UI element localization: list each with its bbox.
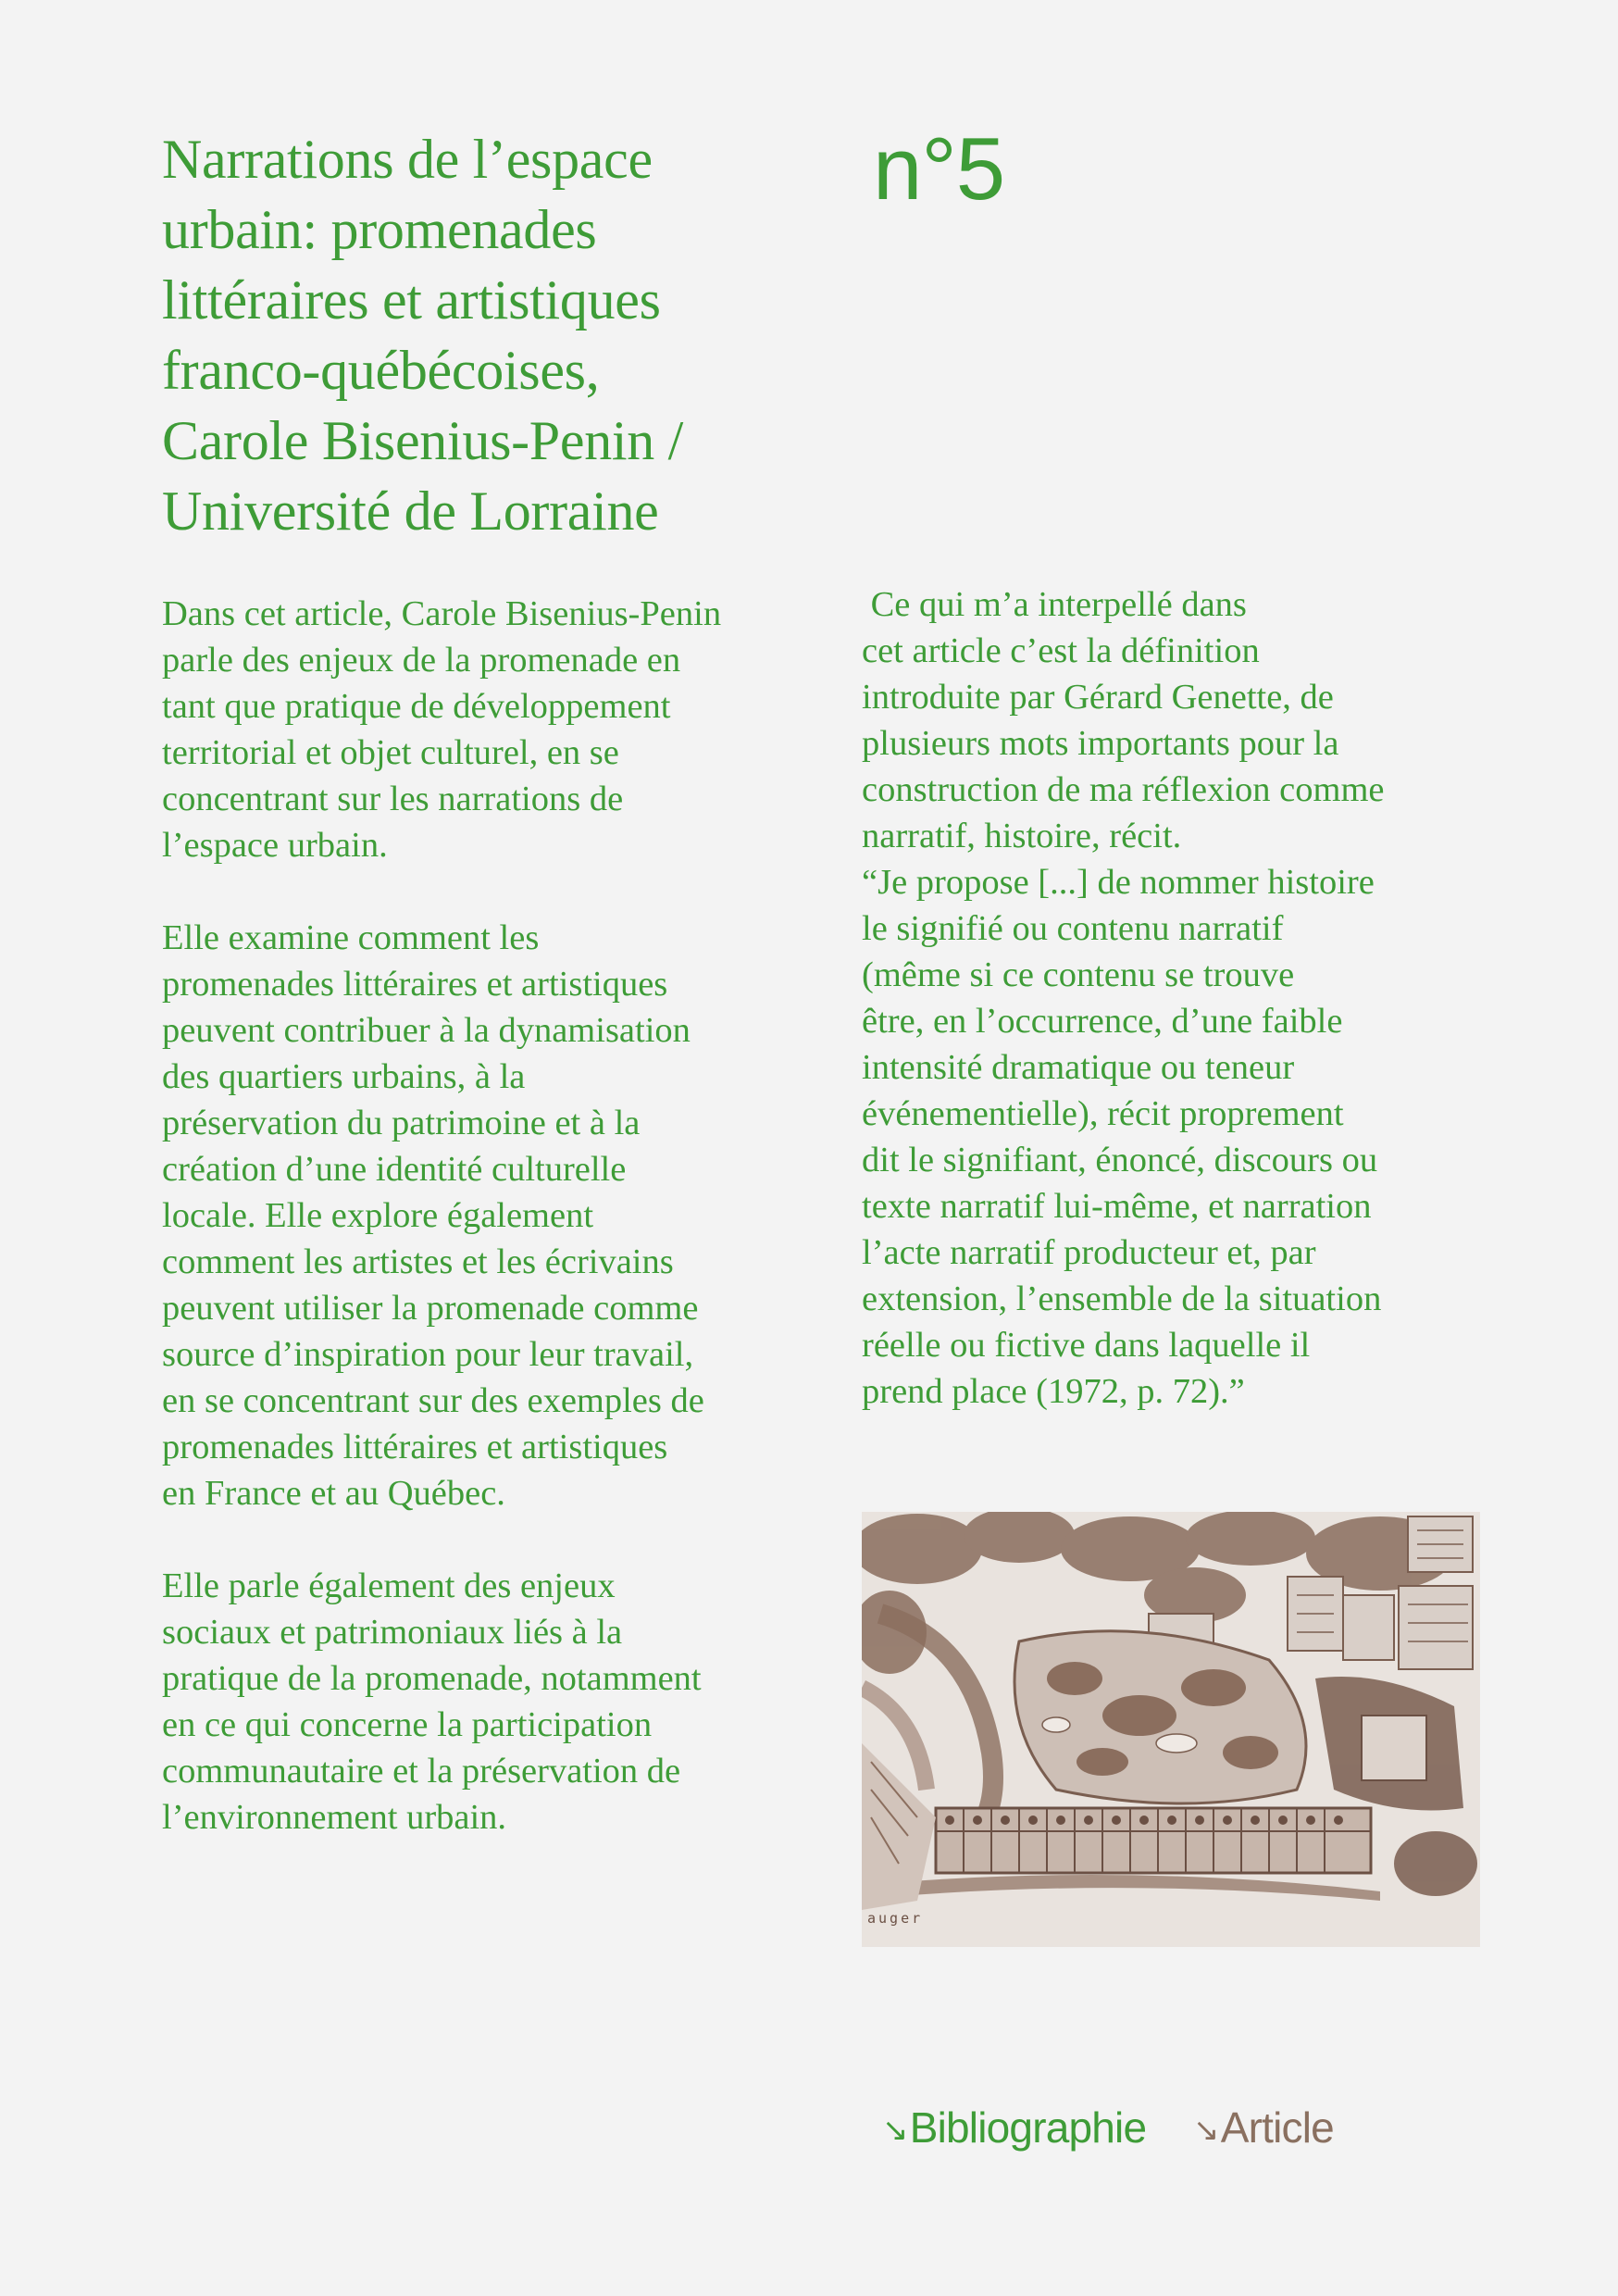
text-line: création d’une identité culturelle	[162, 1150, 627, 1189]
text-line: construction de ma réflexion comme	[862, 770, 1385, 809]
quote-paragraph	[862, 581, 1528, 1415]
text-line: texte narratif lui-même, et narration	[862, 1187, 1372, 1226]
text-line: territorial et objet culturel, en se	[162, 733, 619, 772]
text-line: parle des enjeux de la promenade en	[162, 641, 681, 680]
text-line: tant que pratique de développement	[162, 687, 671, 726]
article-link[interactable]	[1193, 2102, 1334, 2156]
bibliographie-label: Bibliographie	[909, 2103, 1147, 2152]
illustration-signature: auger	[867, 1910, 924, 1927]
text-line: en France et au Québec.	[162, 1474, 505, 1513]
quote-column	[862, 581, 1528, 1415]
text-line: dit le signifiant, énoncé, discours ou	[862, 1141, 1378, 1179]
text-line: réelle ou fictive dans laquelle il	[862, 1326, 1311, 1365]
arrow-down-right-icon: ↘	[1193, 2113, 1219, 2148]
text-line: plusieurs mots importants pour la	[862, 724, 1339, 763]
text-line: peuvent contribuer à la dynamisation	[162, 1011, 691, 1050]
title-line: Narrations de l’espace	[162, 129, 653, 190]
text-line: narratif, histoire, récit.	[862, 817, 1182, 855]
text-line: préservation du patrimoine et à la	[162, 1104, 641, 1142]
text-line: promenades littéraires et artistiques	[162, 1428, 668, 1466]
text-line: des quartiers urbains, à la	[162, 1057, 526, 1096]
summary-column	[162, 591, 828, 1887]
text-line: l’environnement urbain.	[162, 1798, 507, 1837]
text-line: source d’inspiration pour leur travail,	[162, 1335, 694, 1374]
text-line: “Je propose [...] de nommer histoire	[862, 863, 1375, 902]
text-line: extension, l’ensemble de la situation	[862, 1279, 1382, 1318]
text-line: Elle parle également des enjeux	[162, 1566, 616, 1605]
title-line: urbain: promenades	[162, 199, 597, 260]
text-line: en se concentrant sur des exemples de	[162, 1381, 704, 1420]
text-line: sociaux et patrimoniaux liés à la	[162, 1613, 623, 1652]
article-title	[162, 124, 865, 546]
summary-paragraph-1	[162, 591, 828, 868]
text-line: événementielle), récit proprement	[862, 1094, 1344, 1133]
text-line: le signifié ou contenu narratif	[862, 909, 1284, 948]
text-line: intensité dramatique ou teneur	[862, 1048, 1295, 1087]
footer-links	[882, 2102, 1369, 2156]
text-line: l’acte narratif producteur et, par	[862, 1233, 1316, 1272]
text-line: pratique de la promenade, notamment	[162, 1659, 702, 1698]
issue-number: n°5	[873, 119, 1005, 218]
text-line: promenades littéraires et artistiques	[162, 965, 668, 1004]
title-line: littéraires et artistiques	[162, 269, 661, 331]
text-line: être, en l’occurrence, d’une faible	[862, 1002, 1343, 1041]
bibliographie-link[interactable]	[882, 2102, 1146, 2156]
summary-paragraph-3	[162, 1563, 828, 1841]
text-line: Elle examine comment les	[162, 918, 540, 957]
title-line: Université de Lorraine	[162, 480, 659, 542]
title-line: Carole Bisenius-Penin /	[162, 410, 684, 471]
text-line: (même si ce contenu se trouve	[862, 955, 1295, 994]
text-line: comment les artistes et les écrivains	[162, 1242, 674, 1281]
text-line: Dans cet article, Carole Bisenius-Penin	[162, 594, 722, 633]
text-line: Ce qui m’a interpellé dans	[862, 585, 1247, 624]
text-line: peuvent utiliser la promenade comme	[162, 1289, 699, 1328]
text-line: l’espace urbain.	[162, 826, 388, 865]
summary-paragraph-2	[162, 915, 828, 1516]
title-line: franco-québécoises,	[162, 340, 600, 401]
text-line: introduite par Gérard Genette, de	[862, 678, 1334, 717]
arrow-down-right-icon: ↘	[882, 2113, 908, 2148]
city-drawing	[862, 1512, 1480, 1947]
text-line: prend place (1972, p. 72).”	[862, 1372, 1245, 1411]
text-line: locale. Elle explore également	[162, 1196, 594, 1235]
text-line: cet article c’est la définition	[862, 631, 1260, 670]
text-line: communautaire et la préservation de	[162, 1752, 681, 1791]
text-line: concentrant sur les narrations de	[162, 780, 624, 818]
article-label: Article	[1220, 2103, 1334, 2152]
text-line: en ce qui concerne la participation	[162, 1705, 653, 1744]
city-illustration	[862, 1512, 1480, 1947]
